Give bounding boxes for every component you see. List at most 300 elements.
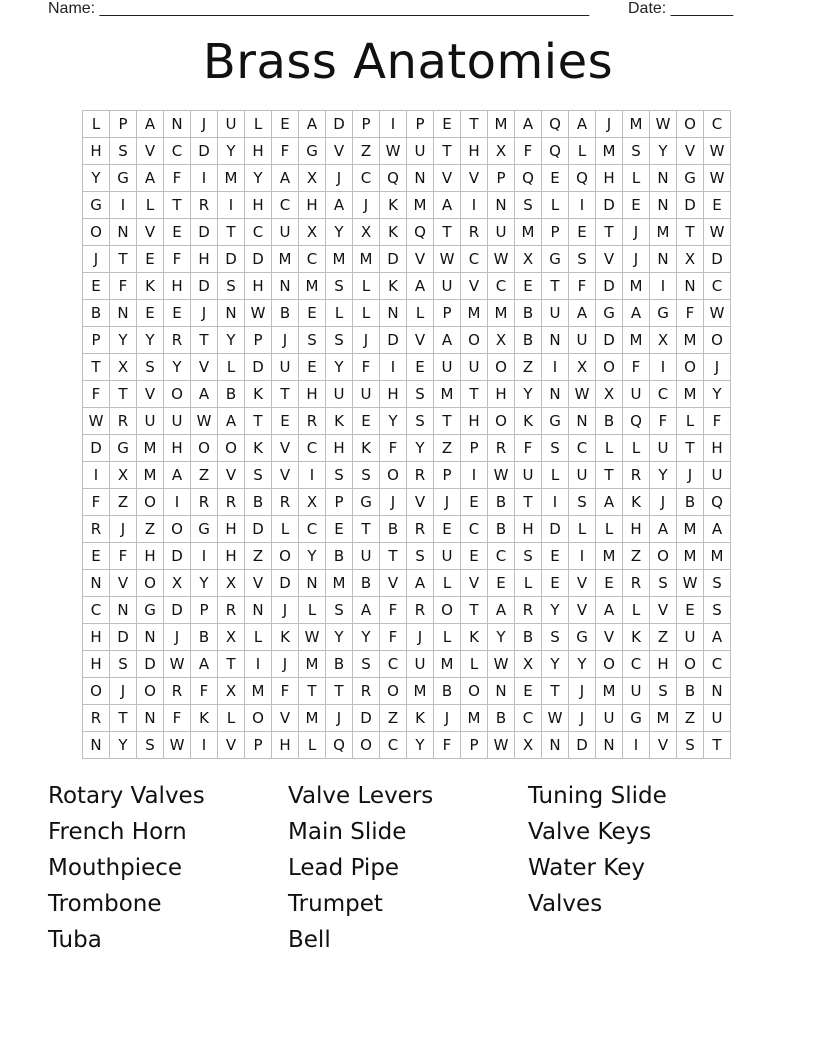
grid-letter-cell[interactable]: Z [353, 138, 380, 165]
grid-letter-cell[interactable]: L [434, 624, 461, 651]
grid-letter-cell[interactable]: W [542, 705, 569, 732]
grid-letter-cell[interactable]: J [164, 624, 191, 651]
grid-letter-cell[interactable]: U [272, 219, 299, 246]
grid-letter-cell[interactable]: H [650, 651, 677, 678]
grid-letter-cell[interactable]: G [83, 192, 110, 219]
grid-letter-cell[interactable]: E [542, 570, 569, 597]
grid-letter-cell[interactable]: E [83, 273, 110, 300]
grid-letter-cell[interactable]: H [461, 408, 488, 435]
grid-letter-cell[interactable]: V [650, 732, 677, 759]
grid-letter-cell[interactable]: U [623, 381, 650, 408]
grid-letter-cell[interactable]: L [83, 111, 110, 138]
grid-letter-cell[interactable]: T [326, 678, 353, 705]
grid-letter-cell[interactable]: S [353, 651, 380, 678]
grid-letter-cell[interactable]: G [110, 165, 137, 192]
grid-letter-cell[interactable]: T [218, 219, 245, 246]
grid-letter-cell[interactable]: S [218, 273, 245, 300]
grid-letter-cell[interactable]: P [191, 597, 218, 624]
grid-letter-cell[interactable]: L [326, 300, 353, 327]
grid-letter-cell[interactable]: T [596, 219, 623, 246]
grid-letter-cell[interactable]: L [569, 138, 596, 165]
grid-letter-cell[interactable]: A [515, 111, 542, 138]
grid-letter-cell[interactable]: L [353, 273, 380, 300]
grid-letter-cell[interactable]: W [164, 732, 191, 759]
grid-letter-cell[interactable]: I [650, 354, 677, 381]
grid-letter-cell[interactable]: U [542, 300, 569, 327]
grid-letter-cell[interactable]: U [704, 462, 731, 489]
grid-letter-cell[interactable]: E [677, 597, 704, 624]
grid-letter-cell[interactable]: J [623, 219, 650, 246]
grid-letter-cell[interactable]: A [569, 111, 596, 138]
grid-letter-cell[interactable]: Y [110, 732, 137, 759]
grid-letter-cell[interactable]: I [164, 489, 191, 516]
grid-letter-cell[interactable]: R [164, 678, 191, 705]
grid-letter-cell[interactable]: R [83, 516, 110, 543]
grid-letter-cell[interactable]: T [596, 462, 623, 489]
grid-letter-cell[interactable]: F [164, 165, 191, 192]
grid-letter-cell[interactable]: C [704, 651, 731, 678]
grid-letter-cell[interactable]: Q [542, 138, 569, 165]
grid-letter-cell[interactable]: E [299, 354, 326, 381]
grid-letter-cell[interactable]: V [110, 570, 137, 597]
grid-letter-cell[interactable]: O [677, 651, 704, 678]
grid-letter-cell[interactable]: V [245, 570, 272, 597]
grid-letter-cell[interactable]: M [407, 192, 434, 219]
grid-letter-cell[interactable]: K [245, 381, 272, 408]
grid-letter-cell[interactable]: U [704, 705, 731, 732]
grid-letter-cell[interactable]: D [191, 273, 218, 300]
grid-letter-cell[interactable]: J [569, 678, 596, 705]
grid-letter-cell[interactable]: N [137, 705, 164, 732]
grid-letter-cell[interactable]: E [569, 219, 596, 246]
grid-letter-cell[interactable]: I [461, 192, 488, 219]
grid-letter-cell[interactable]: H [83, 624, 110, 651]
grid-letter-cell[interactable]: D [542, 516, 569, 543]
grid-letter-cell[interactable]: O [218, 435, 245, 462]
grid-letter-cell[interactable]: U [434, 354, 461, 381]
grid-letter-cell[interactable]: H [515, 516, 542, 543]
grid-letter-cell[interactable]: P [245, 327, 272, 354]
grid-letter-cell[interactable]: Z [677, 705, 704, 732]
grid-letter-cell[interactable]: N [650, 165, 677, 192]
grid-letter-cell[interactable]: C [515, 705, 542, 732]
grid-letter-cell[interactable]: D [83, 435, 110, 462]
grid-letter-cell[interactable]: T [353, 516, 380, 543]
grid-letter-cell[interactable]: Q [623, 408, 650, 435]
grid-letter-cell[interactable]: E [461, 489, 488, 516]
grid-letter-cell[interactable]: A [164, 462, 191, 489]
grid-letter-cell[interactable]: F [272, 678, 299, 705]
grid-letter-cell[interactable]: P [407, 111, 434, 138]
grid-letter-cell[interactable]: U [596, 705, 623, 732]
grid-letter-cell[interactable]: H [704, 435, 731, 462]
grid-letter-cell[interactable]: E [596, 570, 623, 597]
grid-letter-cell[interactable]: S [299, 327, 326, 354]
grid-letter-cell[interactable]: E [434, 111, 461, 138]
grid-letter-cell[interactable]: M [434, 381, 461, 408]
grid-letter-cell[interactable]: C [569, 435, 596, 462]
grid-letter-cell[interactable]: U [650, 435, 677, 462]
grid-letter-cell[interactable]: E [542, 165, 569, 192]
grid-letter-cell[interactable]: C [380, 732, 407, 759]
grid-letter-cell[interactable]: L [137, 192, 164, 219]
grid-letter-cell[interactable]: V [596, 624, 623, 651]
grid-letter-cell[interactable]: G [191, 516, 218, 543]
grid-letter-cell[interactable]: V [407, 327, 434, 354]
grid-letter-cell[interactable]: T [461, 111, 488, 138]
grid-letter-cell[interactable]: L [299, 732, 326, 759]
grid-letter-cell[interactable]: F [353, 354, 380, 381]
grid-letter-cell[interactable]: E [83, 543, 110, 570]
grid-letter-cell[interactable]: L [623, 597, 650, 624]
grid-letter-cell[interactable]: U [434, 543, 461, 570]
grid-letter-cell[interactable]: T [380, 543, 407, 570]
grid-letter-cell[interactable]: S [542, 624, 569, 651]
grid-letter-cell[interactable]: M [623, 273, 650, 300]
grid-letter-cell[interactable]: R [461, 219, 488, 246]
grid-letter-cell[interactable]: E [623, 192, 650, 219]
grid-letter-cell[interactable]: A [488, 597, 515, 624]
grid-letter-cell[interactable]: R [353, 678, 380, 705]
grid-letter-cell[interactable]: J [353, 192, 380, 219]
grid-letter-cell[interactable]: I [569, 192, 596, 219]
grid-letter-cell[interactable]: W [704, 219, 731, 246]
grid-letter-cell[interactable]: N [380, 300, 407, 327]
grid-letter-cell[interactable]: C [299, 246, 326, 273]
grid-letter-cell[interactable]: J [434, 705, 461, 732]
grid-letter-cell[interactable]: N [218, 300, 245, 327]
grid-letter-cell[interactable]: J [380, 489, 407, 516]
grid-letter-cell[interactable]: C [461, 246, 488, 273]
grid-letter-cell[interactable]: M [650, 219, 677, 246]
grid-letter-cell[interactable]: L [218, 354, 245, 381]
grid-letter-cell[interactable]: N [299, 570, 326, 597]
grid-letter-cell[interactable]: Z [623, 543, 650, 570]
grid-letter-cell[interactable]: O [677, 354, 704, 381]
grid-letter-cell[interactable]: S [569, 489, 596, 516]
grid-letter-cell[interactable]: B [515, 327, 542, 354]
grid-letter-cell[interactable]: D [353, 705, 380, 732]
grid-letter-cell[interactable]: B [488, 516, 515, 543]
grid-letter-cell[interactable]: B [272, 300, 299, 327]
grid-letter-cell[interactable]: H [191, 246, 218, 273]
grid-letter-cell[interactable]: D [677, 192, 704, 219]
grid-letter-cell[interactable]: I [542, 489, 569, 516]
grid-letter-cell[interactable]: C [299, 435, 326, 462]
grid-letter-cell[interactable]: N [164, 111, 191, 138]
grid-letter-cell[interactable]: S [515, 543, 542, 570]
grid-letter-cell[interactable]: A [650, 516, 677, 543]
grid-letter-cell[interactable]: C [488, 543, 515, 570]
grid-letter-cell[interactable]: N [272, 273, 299, 300]
grid-letter-cell[interactable]: T [461, 381, 488, 408]
grid-letter-cell[interactable]: Y [704, 381, 731, 408]
grid-letter-cell[interactable]: W [569, 381, 596, 408]
grid-letter-cell[interactable]: Z [137, 516, 164, 543]
grid-letter-cell[interactable]: O [272, 543, 299, 570]
grid-letter-cell[interactable]: I [245, 651, 272, 678]
grid-letter-cell[interactable]: R [164, 327, 191, 354]
grid-letter-cell[interactable]: K [245, 435, 272, 462]
grid-letter-cell[interactable]: W [488, 651, 515, 678]
grid-letter-cell[interactable]: S [353, 462, 380, 489]
grid-letter-cell[interactable]: K [380, 219, 407, 246]
grid-letter-cell[interactable]: U [353, 543, 380, 570]
grid-letter-cell[interactable]: M [299, 651, 326, 678]
grid-letter-cell[interactable]: K [515, 408, 542, 435]
grid-letter-cell[interactable]: M [677, 516, 704, 543]
grid-letter-cell[interactable]: U [461, 354, 488, 381]
grid-letter-cell[interactable]: T [191, 327, 218, 354]
grid-letter-cell[interactable]: R [110, 408, 137, 435]
grid-letter-cell[interactable]: D [704, 246, 731, 273]
grid-letter-cell[interactable]: Y [83, 165, 110, 192]
grid-letter-cell[interactable]: Y [245, 165, 272, 192]
grid-letter-cell[interactable]: N [110, 219, 137, 246]
grid-letter-cell[interactable]: H [299, 192, 326, 219]
grid-letter-cell[interactable]: S [704, 597, 731, 624]
grid-letter-cell[interactable]: K [272, 624, 299, 651]
grid-letter-cell[interactable]: D [380, 246, 407, 273]
grid-letter-cell[interactable]: N [542, 327, 569, 354]
grid-letter-cell[interactable]: T [434, 408, 461, 435]
grid-letter-cell[interactable]: V [569, 597, 596, 624]
grid-letter-cell[interactable]: F [110, 543, 137, 570]
grid-letter-cell[interactable]: F [380, 624, 407, 651]
grid-letter-cell[interactable]: I [110, 192, 137, 219]
grid-letter-cell[interactable]: W [650, 111, 677, 138]
grid-letter-cell[interactable]: J [191, 111, 218, 138]
grid-letter-cell[interactable]: O [488, 408, 515, 435]
grid-letter-cell[interactable]: M [299, 273, 326, 300]
grid-letter-cell[interactable]: N [110, 597, 137, 624]
grid-letter-cell[interactable]: J [272, 651, 299, 678]
grid-letter-cell[interactable]: X [515, 732, 542, 759]
grid-letter-cell[interactable]: M [650, 705, 677, 732]
grid-letter-cell[interactable]: F [380, 597, 407, 624]
grid-letter-cell[interactable]: Y [407, 732, 434, 759]
grid-letter-cell[interactable]: M [461, 300, 488, 327]
grid-letter-cell[interactable]: M [137, 435, 164, 462]
grid-letter-cell[interactable]: H [488, 381, 515, 408]
grid-letter-cell[interactable]: W [488, 732, 515, 759]
grid-letter-cell[interactable]: B [326, 651, 353, 678]
grid-letter-cell[interactable]: E [164, 300, 191, 327]
grid-letter-cell[interactable]: J [83, 246, 110, 273]
grid-letter-cell[interactable]: S [326, 462, 353, 489]
grid-letter-cell[interactable]: H [299, 381, 326, 408]
grid-letter-cell[interactable]: P [434, 462, 461, 489]
grid-letter-cell[interactable]: D [218, 246, 245, 273]
grid-letter-cell[interactable]: I [461, 462, 488, 489]
grid-letter-cell[interactable]: S [326, 327, 353, 354]
grid-letter-cell[interactable]: Y [353, 624, 380, 651]
grid-letter-cell[interactable]: A [218, 408, 245, 435]
grid-letter-cell[interactable]: U [434, 273, 461, 300]
grid-letter-cell[interactable]: O [83, 219, 110, 246]
grid-letter-cell[interactable]: S [650, 678, 677, 705]
grid-letter-cell[interactable]: G [137, 597, 164, 624]
grid-letter-cell[interactable]: G [623, 705, 650, 732]
grid-letter-cell[interactable]: L [407, 300, 434, 327]
grid-letter-cell[interactable]: F [164, 246, 191, 273]
grid-letter-cell[interactable]: R [191, 489, 218, 516]
grid-letter-cell[interactable]: F [650, 408, 677, 435]
grid-letter-cell[interactable]: L [272, 516, 299, 543]
grid-letter-cell[interactable]: T [461, 597, 488, 624]
grid-letter-cell[interactable]: J [407, 624, 434, 651]
grid-letter-cell[interactable]: C [245, 219, 272, 246]
grid-letter-cell[interactable]: S [407, 543, 434, 570]
grid-letter-cell[interactable]: A [434, 192, 461, 219]
grid-letter-cell[interactable]: G [542, 408, 569, 435]
grid-letter-cell[interactable]: V [137, 219, 164, 246]
grid-letter-cell[interactable]: N [650, 192, 677, 219]
grid-letter-cell[interactable]: C [83, 597, 110, 624]
grid-letter-cell[interactable]: X [353, 219, 380, 246]
grid-letter-cell[interactable]: J [623, 246, 650, 273]
grid-letter-cell[interactable]: W [488, 462, 515, 489]
grid-letter-cell[interactable]: X [515, 246, 542, 273]
grid-letter-cell[interactable]: V [407, 246, 434, 273]
grid-letter-cell[interactable]: A [299, 111, 326, 138]
grid-letter-cell[interactable]: H [137, 543, 164, 570]
grid-letter-cell[interactable]: W [83, 408, 110, 435]
grid-letter-cell[interactable]: B [677, 678, 704, 705]
grid-letter-cell[interactable]: E [299, 300, 326, 327]
grid-letter-cell[interactable]: G [569, 624, 596, 651]
grid-letter-cell[interactable]: M [704, 543, 731, 570]
grid-letter-cell[interactable]: R [515, 597, 542, 624]
grid-letter-cell[interactable]: N [407, 165, 434, 192]
grid-letter-cell[interactable]: R [218, 489, 245, 516]
grid-letter-cell[interactable]: V [272, 705, 299, 732]
grid-letter-cell[interactable]: F [704, 408, 731, 435]
grid-letter-cell[interactable]: T [434, 138, 461, 165]
grid-letter-cell[interactable]: H [596, 165, 623, 192]
grid-letter-cell[interactable]: K [191, 705, 218, 732]
grid-letter-cell[interactable]: L [677, 408, 704, 435]
grid-letter-cell[interactable]: I [191, 732, 218, 759]
grid-letter-cell[interactable]: K [353, 435, 380, 462]
grid-letter-cell[interactable]: K [461, 624, 488, 651]
grid-letter-cell[interactable]: B [515, 624, 542, 651]
grid-letter-cell[interactable]: S [326, 597, 353, 624]
grid-letter-cell[interactable]: F [515, 138, 542, 165]
grid-letter-cell[interactable]: N [83, 732, 110, 759]
grid-letter-cell[interactable]: B [245, 489, 272, 516]
grid-letter-cell[interactable]: J [704, 354, 731, 381]
grid-letter-cell[interactable]: O [83, 678, 110, 705]
grid-letter-cell[interactable]: B [515, 300, 542, 327]
grid-letter-cell[interactable]: E [272, 408, 299, 435]
grid-letter-cell[interactable]: L [542, 192, 569, 219]
grid-letter-cell[interactable]: F [83, 381, 110, 408]
grid-letter-cell[interactable]: Y [299, 543, 326, 570]
grid-letter-cell[interactable]: T [245, 408, 272, 435]
grid-letter-cell[interactable]: R [623, 462, 650, 489]
grid-letter-cell[interactable]: G [110, 435, 137, 462]
grid-letter-cell[interactable]: W [704, 138, 731, 165]
grid-letter-cell[interactable]: O [596, 354, 623, 381]
grid-letter-cell[interactable]: L [596, 435, 623, 462]
grid-letter-cell[interactable]: R [272, 489, 299, 516]
grid-letter-cell[interactable]: Z [191, 462, 218, 489]
grid-letter-cell[interactable]: K [623, 489, 650, 516]
grid-letter-cell[interactable]: Z [515, 354, 542, 381]
grid-letter-cell[interactable]: X [110, 354, 137, 381]
grid-letter-cell[interactable]: Y [515, 381, 542, 408]
grid-letter-cell[interactable]: B [596, 408, 623, 435]
grid-letter-cell[interactable]: T [677, 219, 704, 246]
grid-letter-cell[interactable]: U [164, 408, 191, 435]
grid-letter-cell[interactable]: O [164, 516, 191, 543]
grid-letter-cell[interactable]: B [677, 489, 704, 516]
grid-letter-cell[interactable]: D [245, 246, 272, 273]
grid-letter-cell[interactable]: O [164, 381, 191, 408]
grid-letter-cell[interactable]: S [407, 408, 434, 435]
grid-letter-cell[interactable]: H [272, 732, 299, 759]
grid-letter-cell[interactable]: Y [218, 138, 245, 165]
grid-letter-cell[interactable]: V [677, 138, 704, 165]
grid-letter-cell[interactable]: R [83, 705, 110, 732]
grid-letter-cell[interactable]: Y [650, 138, 677, 165]
grid-letter-cell[interactable]: D [191, 138, 218, 165]
grid-letter-cell[interactable]: B [434, 678, 461, 705]
grid-letter-cell[interactable]: J [677, 462, 704, 489]
grid-letter-cell[interactable]: D [326, 111, 353, 138]
grid-letter-cell[interactable]: Y [191, 570, 218, 597]
grid-letter-cell[interactable]: E [137, 300, 164, 327]
grid-letter-cell[interactable]: V [137, 138, 164, 165]
grid-letter-cell[interactable]: C [353, 165, 380, 192]
grid-letter-cell[interactable]: H [245, 138, 272, 165]
grid-letter-cell[interactable]: C [272, 192, 299, 219]
grid-letter-cell[interactable]: O [191, 435, 218, 462]
grid-letter-cell[interactable]: M [407, 678, 434, 705]
grid-letter-cell[interactable]: D [569, 732, 596, 759]
grid-letter-cell[interactable]: V [650, 597, 677, 624]
grid-letter-cell[interactable]: J [110, 516, 137, 543]
grid-letter-cell[interactable]: X [488, 327, 515, 354]
grid-letter-cell[interactable]: M [515, 219, 542, 246]
grid-letter-cell[interactable]: I [623, 732, 650, 759]
grid-letter-cell[interactable]: K [380, 192, 407, 219]
grid-letter-cell[interactable]: T [83, 354, 110, 381]
grid-letter-cell[interactable]: U [326, 381, 353, 408]
grid-letter-cell[interactable]: U [272, 354, 299, 381]
grid-letter-cell[interactable]: D [380, 327, 407, 354]
grid-letter-cell[interactable]: M [326, 246, 353, 273]
grid-letter-cell[interactable]: X [650, 327, 677, 354]
grid-letter-cell[interactable]: Y [542, 597, 569, 624]
grid-letter-cell[interactable]: T [110, 705, 137, 732]
grid-letter-cell[interactable]: J [569, 705, 596, 732]
grid-letter-cell[interactable]: I [542, 354, 569, 381]
grid-letter-cell[interactable]: E [704, 192, 731, 219]
grid-letter-cell[interactable]: A [407, 273, 434, 300]
grid-letter-cell[interactable]: M [461, 705, 488, 732]
grid-letter-cell[interactable]: S [137, 732, 164, 759]
grid-letter-cell[interactable]: I [83, 462, 110, 489]
grid-letter-cell[interactable]: E [326, 516, 353, 543]
grid-letter-cell[interactable]: Y [137, 327, 164, 354]
grid-letter-cell[interactable]: I [650, 273, 677, 300]
grid-letter-cell[interactable]: X [218, 624, 245, 651]
grid-letter-cell[interactable]: O [137, 570, 164, 597]
grid-letter-cell[interactable]: X [218, 570, 245, 597]
grid-letter-cell[interactable]: C [380, 651, 407, 678]
